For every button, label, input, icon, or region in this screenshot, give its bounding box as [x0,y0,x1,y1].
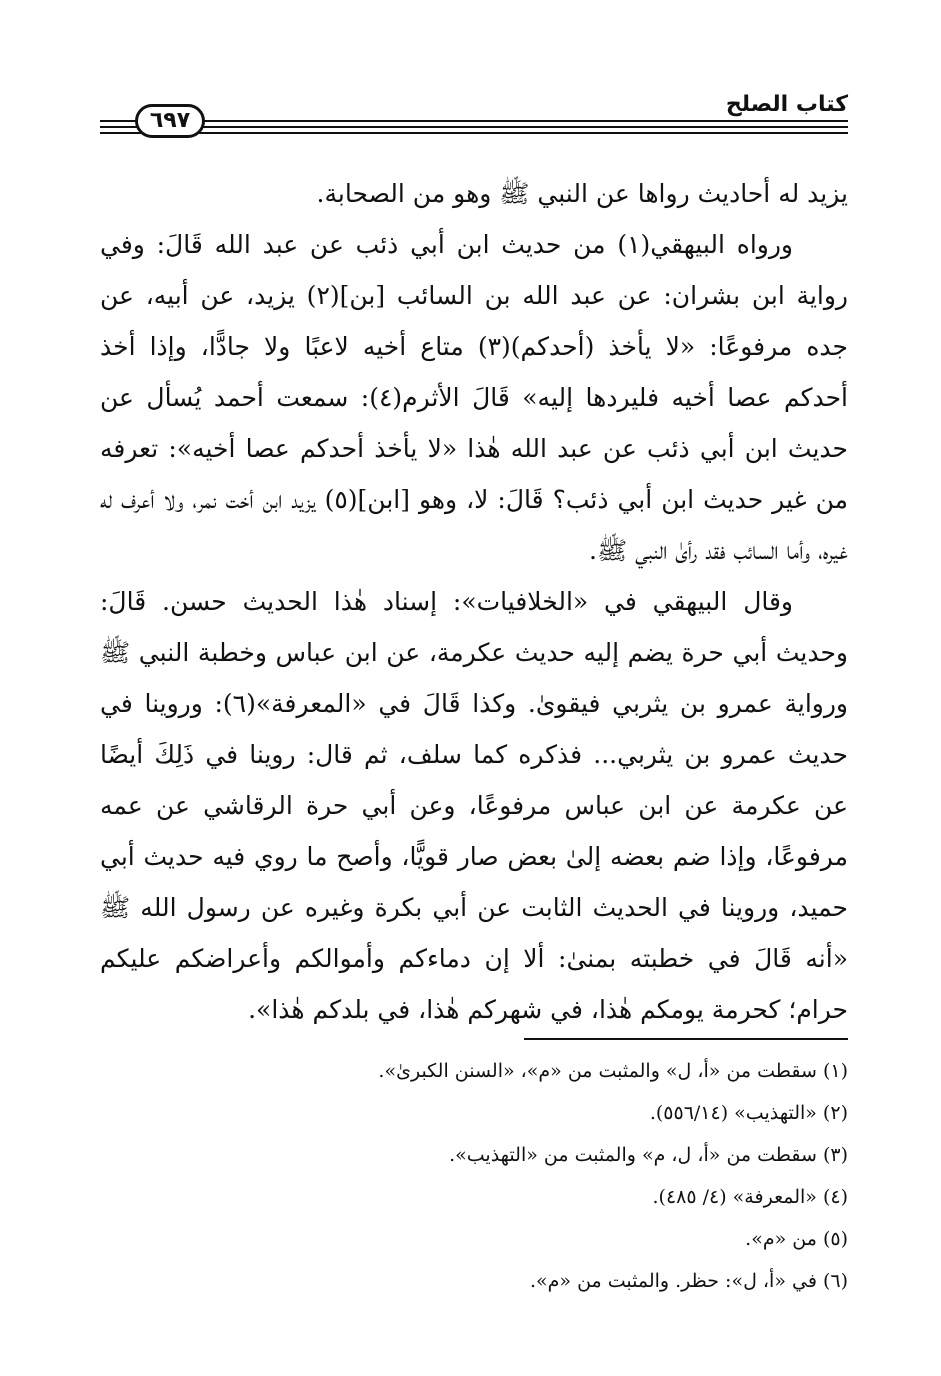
page-number: ٦٩٧ [135,104,205,138]
footnote: (٥) من «م». [745,1228,848,1250]
page-header [100,92,848,142]
footnote-separator [524,1038,848,1040]
header-rule [100,126,848,128]
paragraph: وقال البيهقي في «الخلافيات»: إسناد هٰذا الحديث حسن. قَالَ: وحديث أبي حرة يضم إليه حديث عكرمة، عن ابن عباس وخطبة النبي ﷺ ورواية عمرو بن يثربي فيقوىٰ. وكذا قَالَ في «المعرفة»(٦): وروينا في حديث عمرو بن يثربي... فذكره كما سلف، ثم قال: روينا في ذَلِكَ أيضًا عن عكرمة عن ابن عباس مرفوعًا، وعن أبي حرة الرقاشي عن عمه مرفوعًا، وإذا ضم بعضه إلىٰ بعض صار قويًّا، وأصح ما روي فيه حديث أبي حميد، وروينا في الحديث الثابت عن أبي بكرة وغيره عن رسول الله ﷺ «أنه قَالَ في خطبته بمنىٰ: ألا إن دماءكم وأموالكم وأعراضكم عليكم حرام؛ كحرمة يومكم هٰذا، في شهركم هٰذا، في بلدكم هٰذا». [100,587,849,1024]
footnote: (٦) في «أ، ل»: حظر. والمثبت من «م». [529,1270,848,1292]
header-rule [100,132,848,134]
footnote: (١) سقطت من «أ، ل» والمثبت من «م»، «السنن الكبرىٰ». [378,1060,848,1082]
footnote: (٢) «التهذيب» (٥٥٦/١٤). [649,1102,848,1124]
paragraph: ورواه البيهقي(١) من حديث ابن أبي ذئب عن عبد الله قَالَ: وفي رواية ابن بشران: عن عبد الله بن السائب [بن](٢) يزيد، عن أبيه، عن جده مرفوعًا: «لا يأخذ (أحدكم)(٣) متاع أخيه لاعبًا ولا جادًّا، وإذا أخذ أحدكم عصا أخيه فليردها إليه» قَالَ الأثرم(٤): سمعت أحمد يُسأل عن حديث ابن أبي ذئب عن عبد الله هٰذا «لا يأخذ أحدكم عصا أخيه»: تعرفه من غير حديث ابن أبي ذئب؟ قَالَ: لا، وهو [ابن](٥) يزيد ابن أخت نمر، ولا أعرف له غيره، وأما السائب فقد رأىٰ النبي ﷺ. [100,230,849,565]
footnote: (٤) «المعرفة» (٤/ ٤٨٥). [652,1186,848,1208]
header-rule [100,120,848,122]
main-text [100,168,848,1035]
footnotes [100,1050,848,1302]
running-title: كتاب الصلح [725,92,848,117]
footnote: (٣) سقطت من «أ، ل، م» والمثبت من «التهذيب». [449,1144,848,1166]
paragraph: يزيد له أحاديث رواها عن النبي ﷺ وهو من الصحابة. [316,179,848,208]
